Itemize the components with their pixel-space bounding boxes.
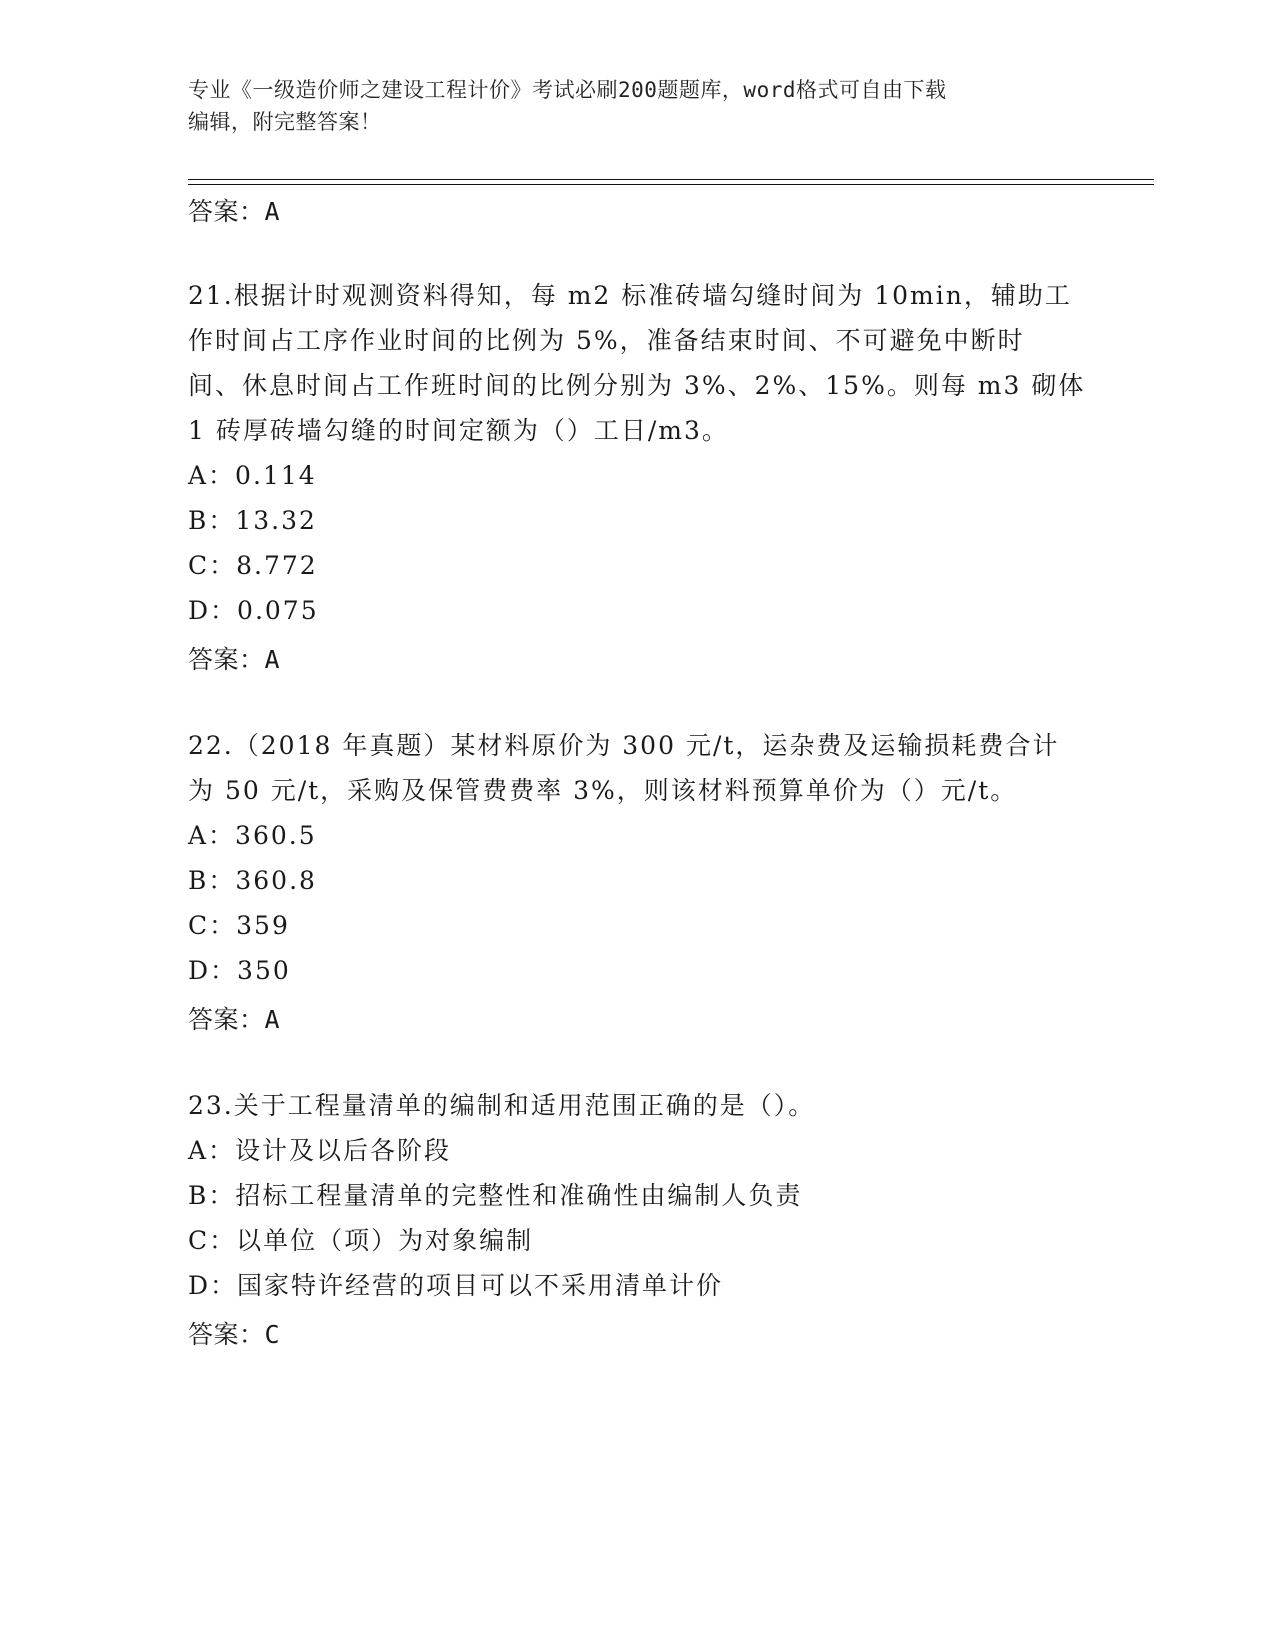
q21-answer: 答案：A	[188, 645, 281, 674]
q22-option-d: D：350	[188, 956, 291, 985]
q21-option-c: C：8.772	[188, 551, 318, 580]
q21-stem-line-3: 间、休息时间占工作班时间的比例分别为 3%、2%、15%。则每 m3 砌体	[188, 371, 1086, 400]
q23-option-d: D：国家特许经营的项目可以不采用清单计价	[188, 1271, 724, 1300]
q23-stem-line-1: 23.关于工程量清单的编制和适用范围正确的是（）。	[188, 1091, 816, 1120]
q22-option-a: A：360.5	[188, 821, 317, 850]
header-title-line-1: 专业《一级造价师之建设工程计价》考试必刷200题题库，word格式可自由下载	[188, 78, 947, 102]
q22-stem-line-1: 22.（2018 年真题）某材料原价为 300 元/t，运杂费及运输损耗费合计	[188, 731, 1060, 760]
q23-option-a: A：设计及以后各阶段	[188, 1136, 452, 1165]
q22-answer: 答案：A	[188, 1005, 281, 1034]
q23-option-c: C：以单位（项）为对象编制	[188, 1226, 534, 1255]
header-title-line-2: 编辑，附完整答案！	[188, 110, 382, 134]
q21-option-b: B：13.32	[188, 506, 317, 535]
q21-stem-line-1: 21.根据计时观测资料得知，每 m2 标准砖墙勾缝时间为 10min，辅助工	[188, 281, 1072, 310]
q21-stem-line-4: 1 砖厚砖墙勾缝的时间定额为（）工日/m3。	[188, 416, 729, 445]
q23-option-b: B：招标工程量清单的完整性和准确性由编制人负责	[188, 1181, 803, 1210]
q23-answer: 答案：C	[188, 1320, 281, 1349]
q22-option-c: C：359	[188, 911, 290, 940]
header-rule-bottom	[188, 184, 1154, 185]
q21-option-d: D：0.075	[188, 596, 319, 625]
q21-stem-line-2: 作时间占工序作业时间的比例为 5%，准备结束时间、不可避免中断时	[188, 326, 1025, 355]
q22-option-b: B：360.8	[188, 866, 317, 895]
document-header	[188, 74, 1088, 138]
q21-option-a: A：0.114	[188, 461, 317, 490]
previous-answer: 答案：A	[188, 197, 281, 226]
header-rule-top	[188, 179, 1154, 180]
q22-stem-line-2: 为 50 元/t，采购及保管费费率 3%，则该材料预算单价为（）元/t。	[188, 776, 1018, 805]
